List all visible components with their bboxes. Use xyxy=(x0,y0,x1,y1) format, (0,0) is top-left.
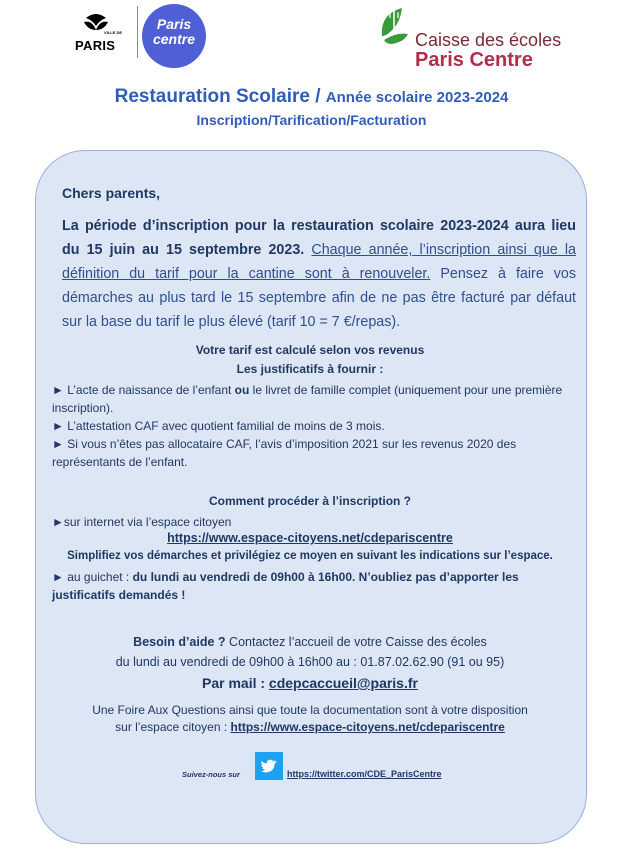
caisse-logo-line1: Caisse des écoles xyxy=(415,30,562,50)
help-contact: Contactez l’accueil de votre Caisse des écoles xyxy=(225,635,487,649)
faq-link[interactable]: https://www.espace-citoyens.net/cdepariscentre xyxy=(230,720,505,734)
ville-de-label: VILLE DE xyxy=(104,30,123,35)
mail-label: Par mail : xyxy=(202,675,269,691)
item1-b: le livret de famille complet (uniquement pour une première inscription). xyxy=(52,383,563,415)
paris-centre-logo xyxy=(142,4,206,68)
twitter-icon[interactable] xyxy=(255,752,283,780)
title-year: Année scolaire 2023-2024 xyxy=(325,89,509,106)
espace-citoyens-link[interactable]: https://www.espace-citoyens.net/cdepariscentre xyxy=(167,531,453,545)
paris-label: PARIS xyxy=(75,38,116,53)
besoin-aide: Besoin d’aide ? xyxy=(133,635,226,649)
intro-dot: . xyxy=(300,242,312,258)
twitter-link[interactable]: https://twitter.com/CDE_ParisCentre xyxy=(287,769,442,779)
paris-centre-logo-line2: centre xyxy=(152,31,196,47)
page-subtitle: Inscription/Tarification/Facturation xyxy=(196,112,427,128)
procedure-guichet xyxy=(52,568,577,604)
paris-centre-logo-line1: Paris xyxy=(156,16,192,32)
follow-label: Suivez-nous sur xyxy=(182,770,240,779)
title-main: Restauration Scolaire / xyxy=(114,86,326,107)
intro-paragraph xyxy=(62,214,576,334)
faq-line1: Une Foire Aux Questions ainsi que toute la documentation sont à votre disposition xyxy=(92,703,528,717)
item1-a: ► L’acte de naissance de l’enfant xyxy=(52,383,235,397)
procedure-tip: Simplifiez vos démarches et privilégiez ce moyen en suivant les indications sur l’espace. xyxy=(67,550,553,562)
item1-ou: ou xyxy=(234,383,250,397)
procedure-heading: Comment procéder à l’inscription ? xyxy=(208,494,412,508)
faq-label: sur l’espace citoyen : xyxy=(115,720,231,734)
intro-underline: Chaque année, l’inscription ainsi que la définition du tarif pour la cantine sont à renouveler. xyxy=(62,242,576,282)
justificatifs-heading: Les justificatifs à fournir : xyxy=(236,362,384,376)
faq-line2 xyxy=(40,719,580,736)
list-item: ► L’attestation CAF avec quotient familial de moins de 3 mois. xyxy=(52,419,385,433)
espace-citoyens-row xyxy=(40,531,580,545)
guichet-details: du lundi au vendredi de 09h00 à 16h00. N’oubliez pas d’apporter les justificatifs demandés ! xyxy=(52,570,519,602)
intro-rest: Pensez à faire vos démarches au plus tard le 15 septembre afin de ne pas être facturé par défaut sur la base du tarif le plus élevé (tarif 10 = 7 €/repas). xyxy=(62,266,576,330)
guichet-label: ► au guichet : xyxy=(52,570,133,584)
justificatifs-list xyxy=(52,381,577,471)
mail-link[interactable]: cdepcaccueil@paris.fr xyxy=(268,675,418,691)
greeting: Chers parents, xyxy=(62,185,161,201)
intro-bold: La période d’inscription pour la restauration scolaire 2023-2024 aura lieu du 15 juin au 15 septembre 2023 xyxy=(62,218,576,258)
page-title xyxy=(0,86,623,108)
help-hours: du lundi au vendredi de 09h00 à 16h00 au : 01.87.02.62.90 (91 ou 95) xyxy=(115,655,505,669)
list-item xyxy=(52,381,577,417)
tarif-heading: Votre tarif est calculé selon vos revenus xyxy=(195,343,425,357)
procedure-internet: ►sur internet via l’espace citoyen xyxy=(52,515,232,529)
logo-divider xyxy=(137,6,138,58)
mail-row xyxy=(40,675,580,691)
help-line xyxy=(40,635,580,649)
caisse-logo-line2: Paris Centre xyxy=(415,49,533,71)
list-item: ► Si vous n’êtes pas allocataire CAF, l’avis d’imposition 2021 sur les revenus 2020 des représentants de l’enfant. xyxy=(52,437,517,469)
